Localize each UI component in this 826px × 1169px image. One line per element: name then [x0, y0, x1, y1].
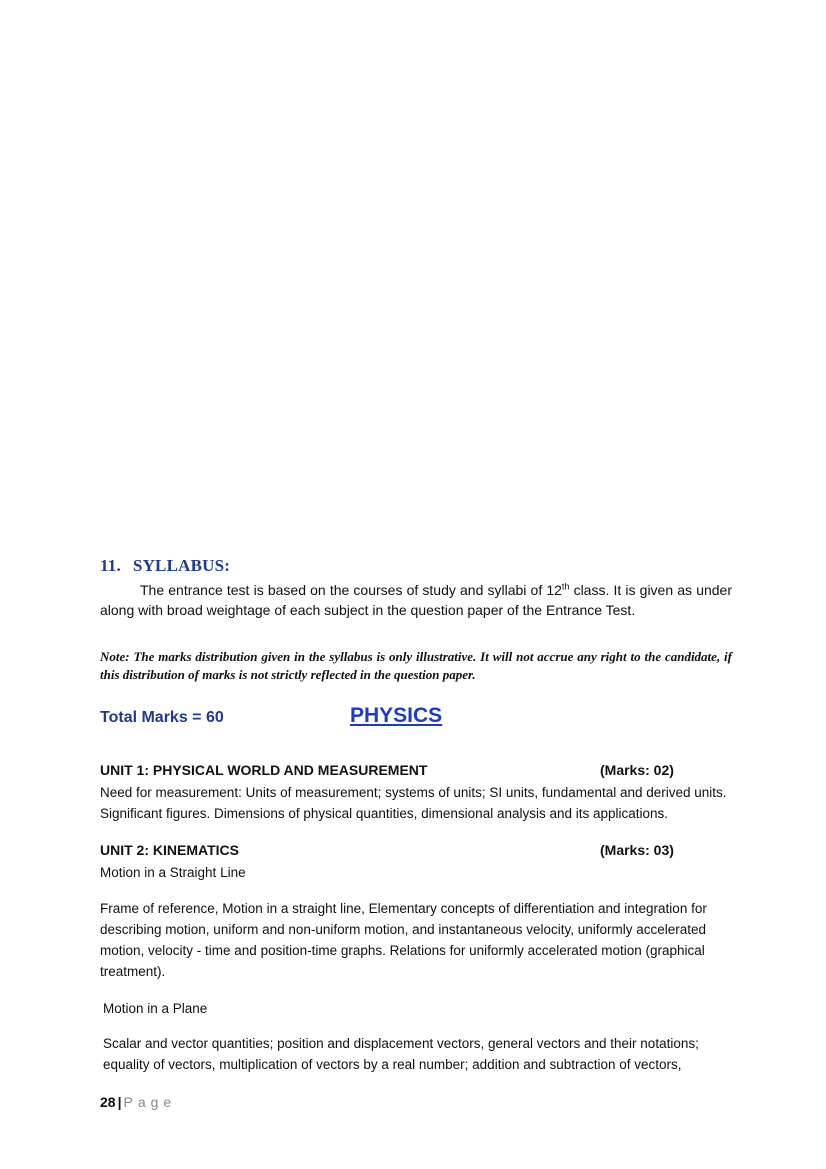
- subject-title: PHYSICS: [350, 704, 443, 727]
- intro-paragraph: [100, 580, 732, 620]
- marks-note: Note: The marks distribution given in the syllabus is only illustrative. It will not accrue any right to the candidate, if this distribution of marks is not strictly reflected in the question paper.: [100, 649, 732, 682]
- section-title: SYLLABUS:: [132, 556, 231, 575]
- unit-2-marks: (Marks: 03): [600, 842, 674, 858]
- page-label: Page: [123, 1094, 177, 1110]
- intro-text-1: The entrance test is based on the courses of study and syllabi of 12: [140, 582, 562, 598]
- unit-1-content: Need for measurement: Units of measurement; systems of units; SI units, fundamental and derived units. Significant figures. Dimensions of physical quantities, dimensional analysis and its applications.: [100, 785, 727, 821]
- unit-2-title: UNIT 2: KINEMATICS: [100, 842, 239, 858]
- unit-1-title: UNIT 1: PHYSICAL WORLD AND MEASUREMENT: [100, 762, 428, 778]
- section-heading: [100, 556, 230, 576]
- footer-separator: |: [117, 1094, 122, 1110]
- total-marks: Total Marks = 60: [100, 709, 224, 726]
- page-number: 28: [100, 1094, 116, 1110]
- section-number: 11.: [100, 556, 121, 575]
- unit-2-content-2: Scalar and vector quantities; position and displacement vectors, general vectors and their notations; equality of vectors, multiplication of vectors by a real number; addition and subtraction of vectors,: [103, 1036, 699, 1072]
- unit-2-subtopic-2: Motion in a Plane: [103, 1001, 208, 1016]
- intro-superscript: th: [561, 581, 570, 592]
- unit-1-marks: (Marks: 02): [600, 762, 674, 778]
- page-footer: [100, 1094, 176, 1110]
- unit-2-subtopic-1: Motion in a Straight Line: [100, 865, 246, 880]
- unit-2-content-1: Frame of reference, Motion in a straight line, Elementary concepts of differentiation and integration for describing motion, uniform and non-uniform motion, and instantaneous velocity, uniformly accelerated motion, velocity - time and position-time graphs. Relations for uniformly accelerated motion (graphical treatment).: [100, 901, 707, 979]
- intro-text-2: class. It is given as under along with broad weightage of each subject in the question paper of the Entrance Test.: [100, 582, 732, 618]
